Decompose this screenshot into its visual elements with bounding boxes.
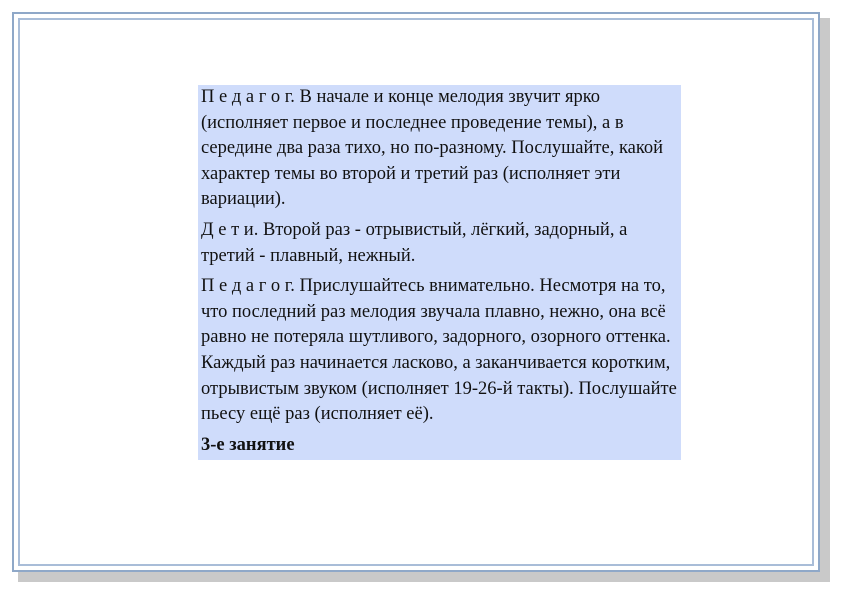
- highlighted-text-block: [198, 85, 681, 460]
- speaker-label: Д е т и.: [201, 219, 259, 240]
- speaker-label: П е д а г о г.: [201, 87, 295, 107]
- lesson-heading: 3-е занятие: [201, 434, 295, 455]
- paragraph-text: В начале и конце мелодия звучит ярко (исполняет первое и последнее проведение темы), а в середине два раза тихо, но по-разному. Послушайте, какой характер темы во второй и третий раз (исполняет эти вариации).: [201, 87, 664, 210]
- paragraph-text: Прислушайтесь внимательно. Несмотря на то, что последний раз мелодия звучала плавно, нежно, она всё равно не потеряла шутливого, задорного, озорного оттенка. Каждый раз начинается ласково, а заканчивается коротким, отрывистым звуком (исполняет 19-26-й такты). Послушайте пьесу ещё раз (исполняет её).: [201, 276, 677, 425]
- speaker-label: П е д а г о г.: [201, 276, 295, 297]
- paragraph-teacher-2: [201, 274, 677, 428]
- paragraph-children: [201, 218, 677, 269]
- paragraph-teacher-1: [201, 85, 677, 213]
- paragraph-text: Второй раз - отрывистый, лёгкий, задорный, а третий - плавный, нежный.: [201, 219, 628, 266]
